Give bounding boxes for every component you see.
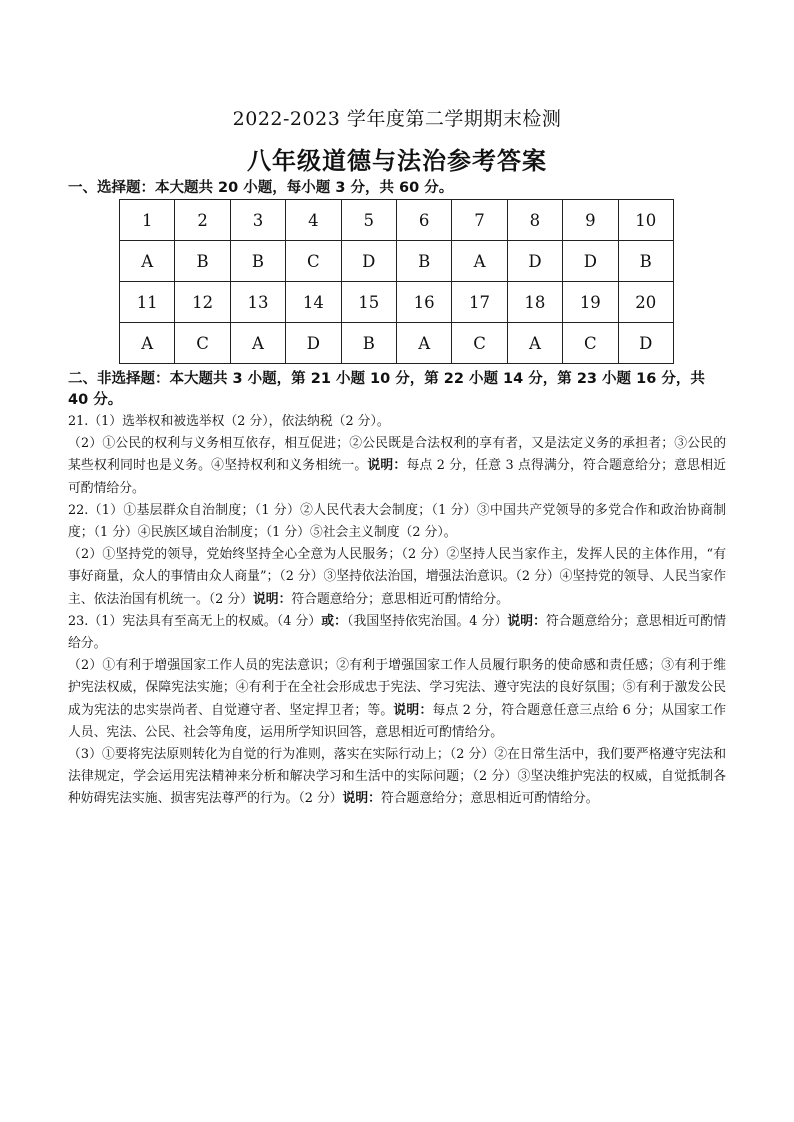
question-number-cell: 3 [230, 200, 285, 241]
answer-letter-row [120, 323, 674, 364]
answer-cell: D [341, 241, 396, 282]
answer-cell: C [452, 323, 507, 364]
question-number-cell: 9 [563, 200, 618, 241]
note-label: 说明： [507, 613, 546, 629]
question-number-cell: 5 [341, 200, 396, 241]
q22-part2-text: （2）①坚持党的领导，党始终坚持全心全意为人民服务；（2 分）②坚持人民当家作主，发挥人民的主体作用，“有事好商量，众人的事情由众人商量”；（2 分）③坚持依法治国，增强法治意识。（2 分）④坚持党的领导、人民当家作主、依法治国有机统一。（2 分） [68, 547, 727, 607]
question-number-cell: 11 [120, 282, 175, 323]
q23-part3-note: 符合题意给分；意思相近可酌情给分。 [380, 791, 599, 807]
q22-part2-note: 符合题意给分；意思相近可酌情给分。 [291, 591, 509, 607]
q23-part1-note: 符合题意给分；意思相近可酌情给分。 [68, 613, 727, 652]
question-number-cell: 19 [563, 282, 618, 323]
question-number-cell: 10 [618, 200, 673, 241]
answer-cell: D [563, 241, 618, 282]
note-label: 说明： [393, 702, 433, 718]
answer-cell: C [286, 241, 341, 282]
q23-part2-note: 每点 2 分，符合题意任意三点给 6 分；从国家工作人员、宪法、公民、社会等角度，运用所学知识回答，意思相近可酌情给分。 [68, 702, 727, 740]
answer-letter-row [120, 241, 674, 282]
question-number-row [120, 282, 674, 323]
question-number-cell: 2 [175, 200, 230, 241]
question-number-cell: 18 [507, 282, 562, 323]
answer-key-title: 八年级道德与法治参考答案 [247, 147, 547, 175]
answer-cell: A [120, 241, 175, 282]
section1-heading: 一、选择题：本大题共 20 小题，每小题 3 分，共 60 分。 [68, 180, 454, 196]
question-number-row [120, 200, 674, 241]
question-number-cell: 16 [396, 282, 451, 323]
free-response-answers [68, 411, 726, 811]
answer-cell: D [286, 323, 341, 364]
question-number-cell: 1 [120, 200, 175, 241]
answer-cell: A [507, 323, 562, 364]
q23-part3 [68, 744, 726, 811]
note-label: 说明： [367, 458, 407, 474]
answer-cell: C [175, 323, 230, 364]
or-label: 或： [321, 613, 348, 629]
q23-part1-alt: （我国坚持依宪治国。4 分） [347, 613, 508, 629]
q22-part2 [68, 544, 726, 611]
question-number-cell: 6 [396, 200, 451, 241]
q23-part2 [68, 655, 726, 744]
question-number-cell: 20 [618, 282, 673, 323]
q21-part2-note: 每点 2 分，任意 3 点得满分，符合题意给分；意思相近可酌情给分。 [68, 458, 727, 496]
question-number-cell: 12 [175, 282, 230, 323]
answer-cell: B [396, 241, 451, 282]
question-number-cell: 17 [452, 282, 507, 323]
q23-part1-text: 23.（1）宪法具有至高无上的权威。（4 分） [68, 613, 322, 629]
question-number-cell: 14 [286, 282, 341, 323]
question-number-cell: 7 [452, 200, 507, 241]
q21-part2-text: （2）①公民的权利与义务相互依存，相互促进；②公民既是合法权利的享有者，又是法定义务的承担者；③公民的某些权利同时也是义务。④坚持权利和义务相统一。 [68, 436, 726, 474]
answer-cell: D [507, 241, 562, 282]
answer-cell: C [563, 323, 618, 364]
answer-cell: B [341, 323, 396, 364]
q21-part2 [68, 433, 726, 500]
answer-cell: A [230, 323, 285, 364]
q22-part1: 22.（1）①基层群众自治制度；（1 分）②人民代表大会制度；（1 分）③中国共产党领导的多党合作和政治协商制度；（1 分）④民族区域自治制度；（1 分）⑤社会主义制度（2 分）。 [68, 502, 726, 541]
q23-part3-text: （3）①要将宪法原则转化为自觉的行为准则，落实在实际行动上；（2 分）②在日常生活中，我们要严格遵守宪法和法律规定，学会运用宪法精神来分析和解决学习和生活中的实际问题；（2 分）③坚决维护宪法的权威，自觉抵制各种妨碍宪法实施、损害宪法尊严的行为。（2 分） [68, 747, 726, 807]
answer-cell: B [175, 241, 230, 282]
answer-cell: A [452, 241, 507, 282]
answer-cell: A [396, 323, 451, 364]
answer-cell: D [618, 323, 673, 364]
exam-term-title: 2022-2023 学年度第二学期期末检测 [232, 108, 562, 130]
q23-part2-text: （2）①有利于增强国家工作人员的宪法意识；②有利于增强国家工作人员履行职务的使命感和责任感；③有利于维护宪法权威，保障宪法实施；④有利于在全社会形成忠于宪法、学习宪法、遵守宪法的良好氛围；⑤有利于激发公民成为宪法的忠实崇尚者、自觉遵守者、坚定捍卫者；等。 [68, 658, 726, 718]
section2-heading: 二、非选择题：本大题共 3 小题，第 21 小题 10 分，第 22 小题 14 分，第 23 小题 16 分，共 40 分。 [68, 371, 705, 408]
multiple-choice-answer-table [119, 199, 674, 364]
answer-cell: A [120, 323, 175, 364]
answer-cell: B [618, 241, 673, 282]
question-number-cell: 8 [507, 200, 562, 241]
note-label: 说明： [252, 591, 292, 607]
q21-part1: 21.（1）选举权和被选举权（2 分），依法纳税（2 分）。 [68, 414, 390, 429]
question-number-cell: 13 [230, 282, 285, 323]
question-number-cell: 4 [286, 200, 341, 241]
note-label: 说明： [342, 791, 381, 807]
q23-part1 [68, 611, 726, 655]
answer-cell: B [230, 241, 285, 282]
question-number-cell: 15 [341, 282, 396, 323]
